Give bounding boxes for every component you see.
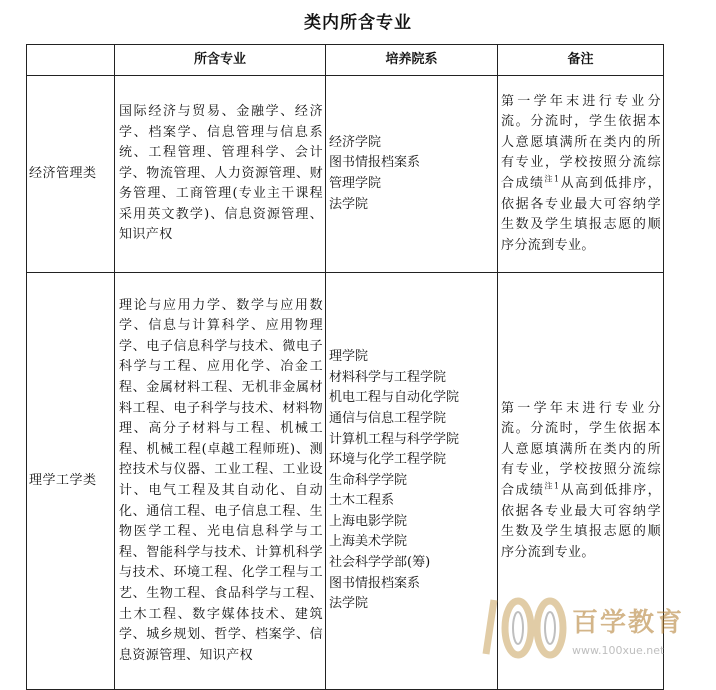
department-item: 土木工程系	[329, 493, 395, 509]
header-majors: 所含专业	[115, 45, 326, 76]
category-cell: 经济管理类	[27, 76, 115, 273]
department-item: 法学院	[329, 596, 369, 612]
majors-cell: 理论与应用力学、数学与应用数学、信息与计算科学、应用物理学、电子信息科学与技术、微电子科学与工程、应用化学、冶金工程、金属材料工程、无机非金属材料工程、电子科学与技术、材料物理、高分子材料与工程、机械工程、机械工程(卓越工程师班)、测控技术与仪器、工业工程、工业设计、电气工程及其自动化、自动化、通信工程、电子信息工程、生物医学工程、光电信息科学与工程、智能科学与技术、计算机科学与技术、环境工程、化学工程与工艺、生物工程、食品科学与工程、土木工程、数字媒体技术、建筑学、城乡规划、哲学、档案学、信息资源管理、知识产权	[115, 273, 326, 690]
department-item: 法学院	[329, 196, 369, 212]
department-item: 通信与信息工程学院	[329, 410, 447, 426]
notes-text: 从高到低排序，依据各专业最大可容纳学生数及学生填报志愿的顺序分流到专业。	[501, 176, 661, 253]
table-row	[27, 76, 664, 273]
notes-text: 第一学年末进行专业分流。分流时，学生依据本人意愿填满所在类内的所有专业，学校按照分流综合成绩	[501, 400, 661, 498]
department-item: 生命科学学院	[329, 472, 408, 488]
header-row	[27, 45, 664, 76]
category-cell: 理学工学类	[27, 273, 115, 690]
department-item: 机电工程与自动化学院	[329, 390, 460, 406]
department-item: 经济学院	[329, 134, 382, 150]
header-departments: 培养院系	[326, 45, 498, 76]
watermark-url: www.100xue.net	[572, 644, 665, 657]
department-item: 图书情报档案系	[329, 155, 421, 171]
departments-cell	[326, 273, 498, 690]
department-item: 社会科学学部(筹)	[329, 555, 431, 571]
department-item: 上海电影学院	[329, 513, 408, 529]
department-item: 计算机工程与科学学院	[329, 431, 460, 447]
watermark-brand: 百学教育	[572, 608, 685, 638]
department-item: 上海美术学院	[329, 534, 408, 550]
department-item: 管理学院	[329, 176, 382, 191]
department-item: 材料科学与工程学院	[329, 369, 447, 385]
department-item: 图书情报档案系	[329, 575, 421, 591]
department-item: 理学院	[329, 349, 369, 365]
notes-cell	[498, 76, 664, 273]
notes-text: 第一学年末进行专业分流。分流时，学生依据本人意愿填满所在类内的所有专业，学校按照分流综合成绩	[501, 93, 661, 191]
majors-cell: 国际经济与贸易、金融学、经济学、档案学、信息管理与信息系统、工程管理、管理科学、会计学、物流管理、人力资源管理、财务管理、工商管理(专业主干课程采用英文教学)、信息资源管理、知识产权	[115, 76, 326, 273]
header-category	[27, 45, 115, 76]
footnote-mark: 注1	[544, 174, 560, 184]
department-item: 环境与化学工程学院	[329, 452, 447, 468]
page-title: 类内所含专业	[304, 13, 412, 33]
footnote-mark: 注1	[544, 481, 560, 491]
watermark-logo	[480, 592, 700, 672]
logo-100-icon	[480, 592, 570, 662]
notes-text: 从高到低排序，依据各专业最大可容纳学生数及学生填报志愿的顺序分流到专业。	[501, 483, 661, 560]
departments-cell	[326, 76, 498, 273]
header-notes: 备注	[498, 45, 664, 76]
